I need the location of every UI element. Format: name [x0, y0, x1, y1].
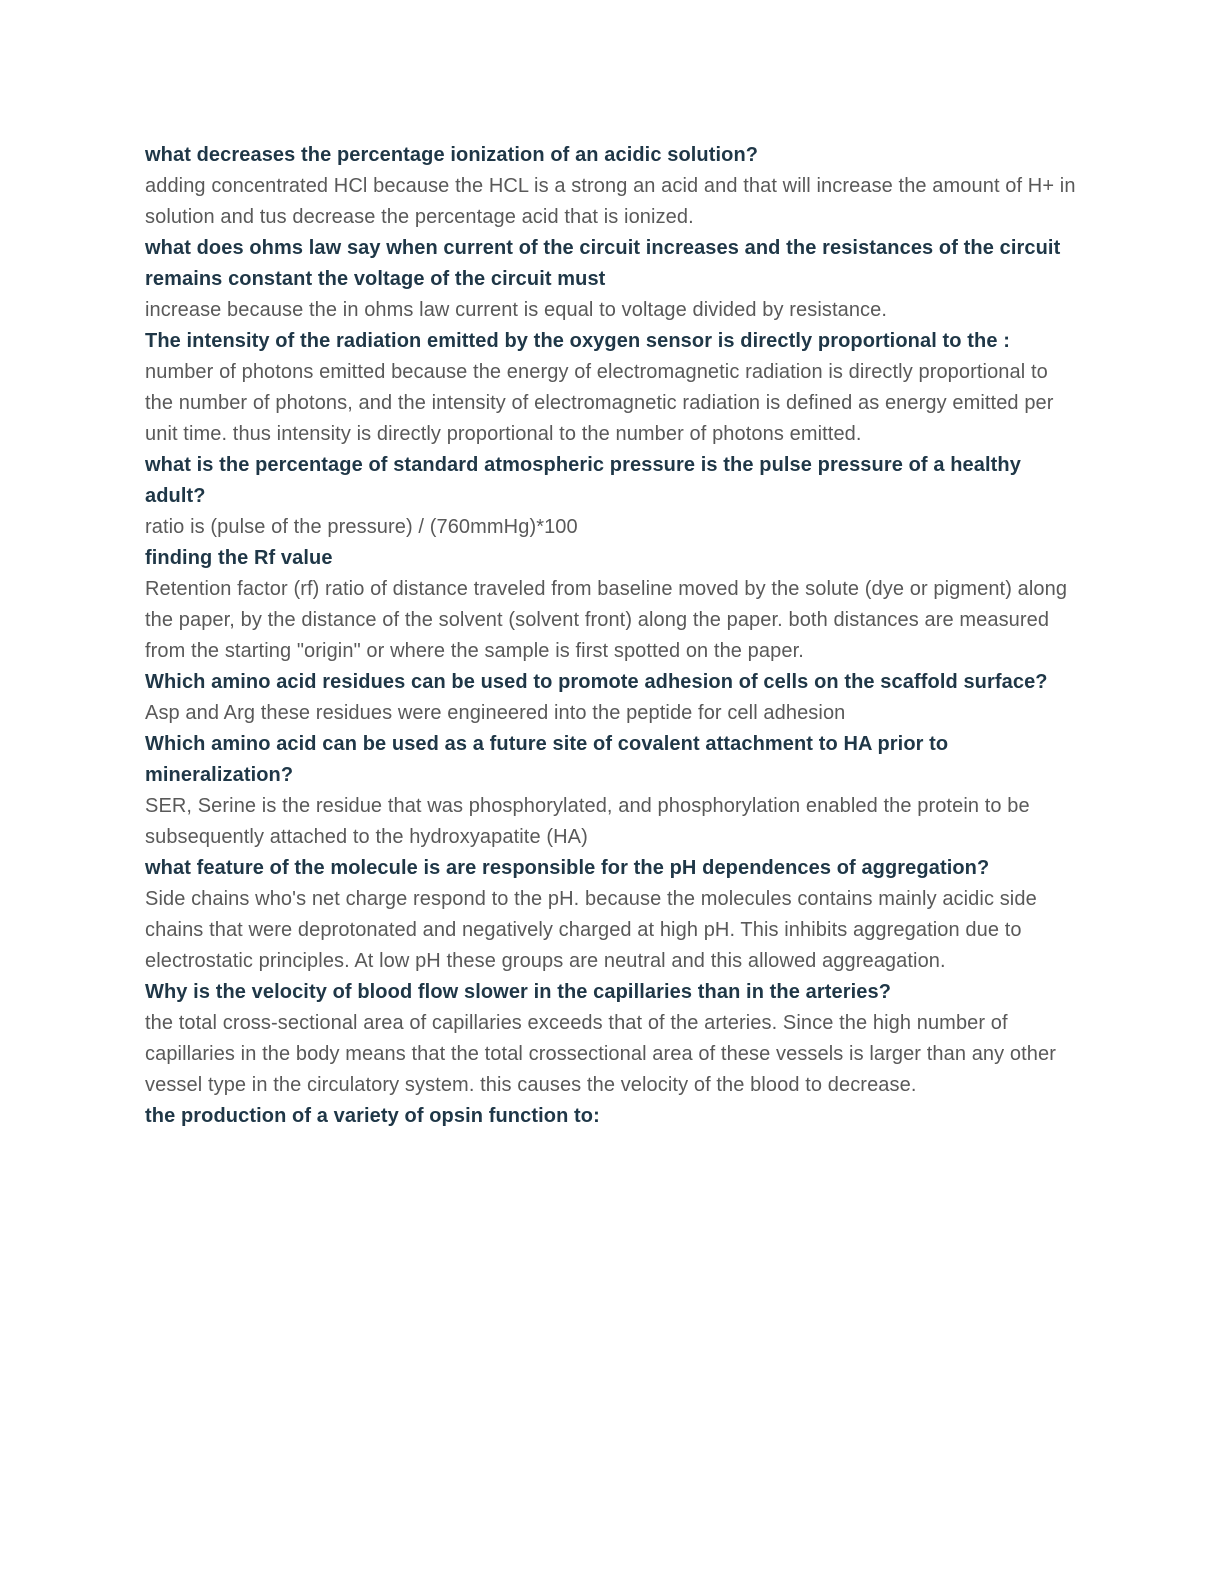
- qa-block: [145, 667, 1080, 729]
- qa-block: [145, 233, 1080, 326]
- answer-text: adding concentrated HCl because the HCL is a strong an acid and that will increase the amount of H+ in solution and tus decrease the percentage acid that is ionized.: [145, 175, 1076, 228]
- question-text: what does ohms law say when current of the circuit increases and the resistances of the circuit remains constant the voltage of the circuit must: [145, 237, 1061, 290]
- question-text: Which amino acid can be used as a future site of covalent attachment to HA prior to mineralization?: [145, 733, 949, 786]
- qa-block: [145, 543, 1080, 667]
- qa-block: [145, 977, 1080, 1101]
- answer-text: SER, Serine is the residue that was phosphorylated, and phosphorylation enabled the protein to be subsequently attached to the hydroxyapatite (HA): [145, 795, 1030, 848]
- question-text: finding the Rf value: [145, 547, 333, 569]
- answer-text: increase because the in ohms law current is equal to voltage divided by resistance.: [145, 299, 888, 321]
- qa-block: [145, 450, 1080, 543]
- answer-text: number of photons emitted because the energy of electromagnetic radiation is directly proportional to the number of photons, and the intensity of electromagnetic radiation is defined as energy emitted per unit time. thus intensity is directly proportional to the number of photons emitted.: [145, 361, 1054, 445]
- answer-text: ratio is (pulse of the pressure) / (760mmHg)*100: [145, 516, 578, 538]
- question-text: Why is the velocity of blood flow slower in the capillaries than in the arteries?: [145, 981, 892, 1003]
- qa-block: [145, 1101, 1080, 1132]
- answer-text: Asp and Arg these residues were engineered into the peptide for cell adhesion: [145, 702, 846, 724]
- qa-block: [145, 729, 1080, 853]
- qa-block: [145, 853, 1080, 977]
- qa-block: [145, 140, 1080, 233]
- question-text: The intensity of the radiation emitted by the oxygen sensor is directly proportional to the :: [145, 330, 1010, 352]
- answer-text: Side chains who's net charge respond to the pH. because the molecules contains mainly acidic side chains that were deprotonated and negatively charged at high pH. This inhibits aggregation due to electrostatic principles. At low pH these groups are neutral and this allowed aggreagation.: [145, 888, 1037, 972]
- question-text: Which amino acid residues can be used to promote adhesion of cells on the scaffold surface?: [145, 671, 1048, 693]
- answer-text: the total cross-sectional area of capillaries exceeds that of the arteries. Since the high number of capillaries in the body means that the total crossectional area of these vessels is larger than any other vessel type in the circulatory system. this causes the velocity of the blood to decrease.: [145, 1012, 1056, 1096]
- question-text: what decreases the percentage ionization of an acidic solution?: [145, 144, 759, 166]
- qa-block: [145, 326, 1080, 450]
- question-text: what is the percentage of standard atmospheric pressure is the pulse pressure of a healthy adult?: [145, 454, 1021, 507]
- answer-text: Retention factor (rf) ratio of distance traveled from baseline moved by the solute (dye or pigment) along the paper, by the distance of the solvent (solvent front) along the paper. both distances are measured from the starting "origin" or where the sample is first spotted on the paper.: [145, 578, 1068, 662]
- question-text: what feature of the molecule is are responsible for the pH dependences of aggregation?: [145, 857, 990, 879]
- question-text: the production of a variety of opsin function to:: [145, 1105, 600, 1127]
